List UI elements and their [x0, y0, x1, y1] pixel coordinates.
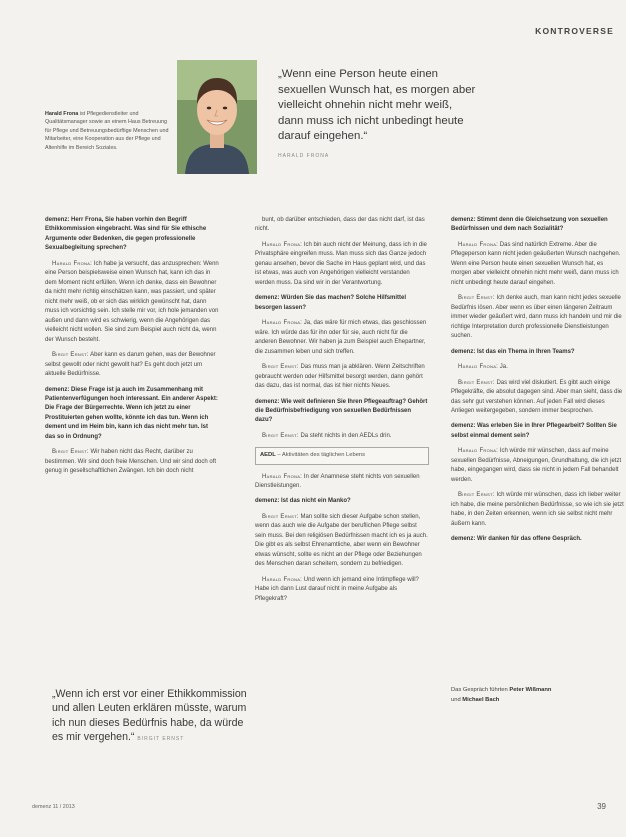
interview-answer [255, 576, 429, 604]
paragraph-text: Ich würde mir wünschen, dass auf meine sexuellen Bedürfnisse, Abneigungen, Grundhaltung, die ich jetzt habe, eingegangen wird, dass sie nicht in jedem Fall behandelt werden. [451, 448, 622, 483]
caption-text: ist Pflegedienstleiter und Qualitätsmanager sowie an einem Haus Betreuung für Pflege und Betreuungsbedürftige Menschen und Mitarbeiter, eine Kooperation aus der Pflege und Altenhilfe im Bereich Soziales. [45, 111, 169, 151]
aedl-text: – Aktivitäten des täglichen Lebens [275, 452, 366, 459]
interview-answer [451, 363, 625, 372]
interview-answer [255, 241, 429, 288]
paragraph-text: Was erleben Sie in Ihrer Pflegearbeit? Sollten Sie selbst einmal dement sein? [451, 423, 617, 439]
paragraph-text: Wie weit definieren Sie Ihren Pflegeauftrag? Gehört die Bedürfnisbefriedigung von sexuellen Bedürfnissen dazu? [255, 398, 428, 424]
speaker-name: Birgit Ernst: [52, 449, 89, 456]
speaker-name: Birgit Ernst: [458, 295, 495, 302]
speaker-name: Birgit Ernst: [262, 432, 299, 439]
question-label: demenz: [451, 217, 476, 223]
paragraph-text: bunt, ob darüber entschieden, dass der das nicht darf, ist das nicht. [255, 217, 425, 233]
pull-quote-top [278, 67, 478, 159]
pull-quote-bottom [52, 687, 252, 744]
aedl-label: AEDL [260, 452, 276, 459]
question-label: demenz: [451, 423, 476, 430]
credit-prefix-2: und [451, 697, 463, 704]
paragraph-text: Ich habe ja versucht, das anzusprechen: Wenn eine Person beispielsweise einen Wunsch hat, kann ich das in dem Moment nicht erfüllen. Wenn ich denke, dass ein Bewohner da nicht mehr richtig einschätzen kann, was passiert, und später nicht mehr weiß, ob er sich das wirklich gewünscht hat, dann muss ich vorsichtig sein. Ich stelle mir vor, ich hole jemanden von außen und dann wird es schwierig, wenn die Angehörigen das vielleicht nicht wollen. Sie sind zum Beispiel auch nicht da, wenn der Wunsch besteht. [45, 260, 219, 343]
paragraph-text: Wir danken für das offene Gespräch. [475, 536, 582, 543]
interview-answer [451, 491, 625, 529]
interview-question [45, 386, 219, 443]
paragraph-text: Wir haben nicht das Recht, darüber zu bestimmen. Wir sind doch freie Menschen. Und wir sind doch oft genug in gesellschaftlichen Zwängen. Ich bin doch nicht [45, 449, 217, 475]
interview-answer [45, 351, 219, 379]
photo-caption [45, 110, 173, 152]
paragraph-text: Ist das ein Thema in Ihren Teams? [475, 348, 575, 355]
paragraph-text: Stimmt denn die Gleichsetzung von sexuellen Bedürfnissen und dem nach Sozialität? [451, 217, 608, 233]
paragraph-text: In der Anamnese steht nichts von sexuellen Dienstleistungen. [255, 473, 420, 489]
credit-prefix-1: Das Gespräch führten [451, 687, 510, 693]
paragraph-text: Ich bin auch nicht der Meinung, dass ich in die Privatsphäre eingreifen muss. Man muss sich das Ganze jedoch genau ansehen, bevor die Sache im Haus geplant wird, und das ist etwas, was auch von Angehörigen vielleicht verstanden werden muss. Da sind wir in der Verantwortung. [255, 241, 427, 286]
interview-answer [45, 260, 219, 345]
paragraph-text: Man sollte sich dieser Aufgabe schon stellen, wenn das auch wie die Aufgabe der beruflichen Pflege selbst sein muss. Bei den religiösen Bedürfnissen macht ich es ja auch. Die gibt es als selbst Ehrenamtliche, aber wenn ein Bewohner etwas wünscht, sollte es nicht an der Pflege oder Beziehungen des Menschen daran scheitern, sondern zu befriedigen. [255, 513, 428, 568]
interview-question [451, 535, 625, 544]
interview-answer [255, 216, 429, 235]
paragraph-text: Das muss man ja abklären. Wenn Zeitschriften gebraucht werden oder Hilfsmittel besorgt werden, dann gehört das dazu, das ist normal, das ist hier nichts Neues. [255, 364, 425, 390]
interview-answer [255, 513, 429, 570]
interview-question [451, 348, 625, 357]
credit-name-2: Michael Bach [462, 697, 500, 704]
interview-question [255, 294, 429, 313]
aedl-infobox [255, 447, 429, 464]
speaker-name: Harald Frona: [52, 260, 93, 267]
interview-answer [255, 363, 429, 391]
credit-line-2 [451, 695, 621, 705]
section-label: KONTROVERSE [535, 26, 614, 36]
speaker-name: Harald Frona: [262, 473, 303, 480]
paragraph-text: Ja, das wäre für mich etwas, das geschlossen wäre. Ich würde das für ihn oder für sie, auch nicht für die anderen Bewohner. Wir haben ja zum Beispiel auch Ehepartner, die zusammen leben und sich treffen. [255, 320, 427, 355]
paragraph-text: Das sind natürlich Extreme. Aber die Pflegeperson kann nicht jeden geäußerten Wunsch nachgehen. Wenn eine Person heute einen sexuellen Wunsch hat, es morgen aber vielleicht ohnehin nicht mehr weiß, dann muss ich nicht unbedingt heute darauf eingehen. [451, 241, 621, 286]
interview-credit [451, 685, 621, 706]
question-label: demenz: [451, 348, 476, 355]
question-label: demenz: [255, 498, 280, 505]
pull-quote-top-author: HARALD FRONA [278, 152, 330, 159]
speaker-name: Birgit Ernst: [458, 379, 495, 386]
credit-name-1: Peter Wißmann [509, 687, 552, 693]
paragraph-text: Aber kann es darum gehen, was der Bewohner selbst gewollt oder nicht gewollt hat? Es geht doch jetzt um aktuelle Bedürfnisse. [45, 352, 216, 378]
paragraph-text: Diese Frage ist ja auch im Zusammenhang mit Patientenverfügungen hoch interessant. Ein anderer Aspekt: Die Frage der Bürgerrechte. Wenn ich jetzt zu einer Prostituierten gehen wollte, könnte ich das tun. Wenn ich dement und im Heim bin, kann ich das nicht mehr tun. Ist das so in Ordnung? [45, 386, 218, 440]
speaker-name: Birgit Ernst: [262, 513, 299, 520]
speaker-name: Harald Frona: [458, 448, 499, 455]
pull-quote-top-text: „Wenn eine Person heute einen sexuellen Wunsch hat, es morgen aber vielleicht ohnehin nicht mehr weiß, dann muss ich nicht unbedingt heute darauf eingehen.“ [278, 68, 476, 142]
interview-question [255, 398, 429, 426]
interview-question [255, 497, 429, 506]
column-2 [255, 216, 429, 610]
interview-answer [255, 319, 429, 357]
interview-question [45, 216, 219, 254]
pull-quote-bottom-text: „Wenn ich erst vor einer Ethikkommission und allen Leuten erklären müsste, warum ich nun dieses Bedürfnis habe, da würde es mir vergehen.“ [52, 688, 247, 743]
page-number: 39 [597, 802, 606, 811]
paragraph-text: Ich denke auch, man kann nicht jedes sexuelle Bedürfnis lösen. Aber wenn es über einen längeren Zeitraum immer wieder geäußert wird, dann muss ich handeln und mir die richtige Interpretation durch professionelle Dienstleistungen suchen. [451, 295, 622, 340]
paragraph-text: Würden Sie das machen? Solche Hilfsmittel besorgen lassen? [255, 295, 407, 311]
interview-answer [45, 448, 219, 476]
footer-issue: demenz 11 / 2013 [32, 804, 75, 810]
paragraph-text: Herr Frona, Sie haben vorhin den Begriff Ethikkommission eingebracht. Was sind für Sie ethische Argumente oder Bedenken, die gegen professionelle Sexualbegleitung sprechen? [45, 217, 207, 252]
speaker-name: Harald Frona: [262, 576, 303, 583]
speaker-name: Harald Frona: [262, 320, 303, 327]
speaker-name: Birgit Ernst: [262, 364, 299, 371]
question-label: demenz: [255, 295, 280, 302]
caption-name: Harald Frona [45, 111, 79, 117]
interview-question [451, 422, 625, 441]
speaker-name: Harald Frona: [458, 364, 499, 371]
paragraph-text: Ich würde mir wünschen, dass ich lieber weiter ich habe, die meine persönlichen Bedürfnisse, so wie ich sie jetzt habe, in den Zeiten erkennen, wenn ich sie selbst nicht mehr äußern kann. [451, 492, 624, 527]
interview-answer [255, 432, 429, 441]
portrait-photo [177, 60, 257, 174]
speaker-name: Harald Frona: [458, 241, 499, 248]
paragraph-text: Das wird viel diskutiert. Es gibt auch einige Pflegekräfte, die absolut dagegen sind. Aber man sieht, dass die das sehr gut verstehen können. Auf jeden Fall wird dieses Anliegen weitergegeben, sondern immer besprochen. [451, 379, 623, 414]
question-label: demenz: [255, 398, 280, 405]
portrait-illustration [177, 60, 257, 174]
interview-answer [255, 473, 429, 492]
question-label: demenz: [451, 536, 476, 543]
speaker-name: Harald Frona: [262, 241, 303, 248]
speaker-name: Birgit Ernst: [458, 492, 495, 499]
interview-question [451, 216, 625, 235]
interview-answer [451, 379, 625, 417]
interview-answer [451, 241, 625, 288]
column-1 [45, 216, 219, 483]
paragraph-text: Ja. [498, 364, 508, 371]
paragraph-text: Und wenn ich jemand eine Intimpflege will? Habe ich dann Lust darauf nicht in meine Aufgabe als Pflegekraft? [255, 576, 419, 602]
paragraph-text: Da steht nichts in den AEDLs drin. [298, 432, 392, 439]
interview-answer [451, 294, 625, 341]
interview-answer [451, 447, 625, 485]
speaker-name: Birgit Ernst: [52, 352, 89, 359]
question-label: demenz: [45, 217, 70, 223]
question-label: demenz: [45, 386, 70, 393]
credit-line-1 [451, 685, 621, 695]
pull-quote-bottom-author: BIRGIT ERNST [137, 735, 185, 742]
paragraph-text: Ist das nicht ein Manko? [279, 498, 351, 505]
column-3 [451, 216, 625, 551]
